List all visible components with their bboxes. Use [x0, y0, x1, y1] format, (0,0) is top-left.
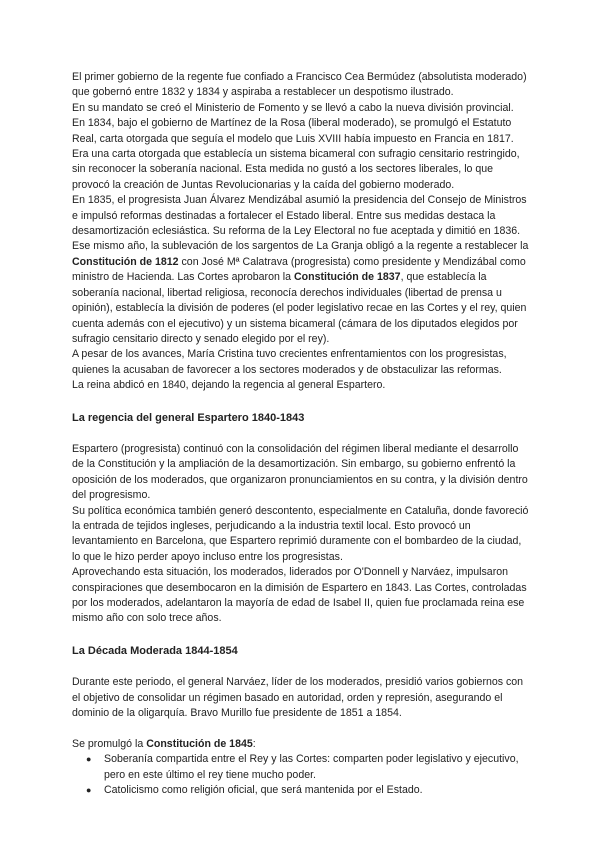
intro-paragraph-4 [72, 193, 532, 347]
intro-paragraph-5: A pesar de los avances, María Cristina tuvo crecientes enfrentamientos con los progresistas, quienes la acusaban de favorecer a los sectores moderados y de obstaculizar las reformas. [72, 348, 507, 376]
constitucion-1845: Constitución de 1845 [146, 737, 253, 750]
const-prefix: Se promulgó la [72, 737, 147, 750]
moderada-paragraph: Durante este periodo, el general Narváez, líder de los moderados, presidió varios gobiernos con el objetivo de consolidar un régimen basado en autoridad, orden y represión, asegurando el dominio de la oligarquía. Bravo Murillo fue presidente de 1851 a 1854. [72, 676, 524, 720]
espartero-paragraph-2: Su política económica también generó descontento, especialmente en Cataluña, donde favoreció la entrada de tejidos ingleses, perjudicando a la industria textil local. Esto provocó un levantamiento en Barcelona, que Espartero reprimió duramente con el bombardeo de la ciudad, lo que le hizo perder apoyo incluso entre los progresistas. [72, 504, 529, 563]
intro-paragraph-4-mid: con José Mª Calatrava (progresista) como presidente y Mendizábal como ministro de Hacienda. Las Cortes aprobaron la [72, 255, 526, 284]
constitucion-1845-list [72, 752, 532, 798]
moderada-section [72, 675, 532, 798]
intro-section [72, 70, 532, 394]
intro-paragraph-4-start: En 1835, el progresista Juan Álvarez Mendizábal asumió la presidencia del Consejo de Ministros e impulsó reformas destinadas a fortalecer el Estado liberal. Entre sus medidas destaca la desamortización eclesiástica. Su reforma de la Ley Electoral no fue aceptada y dimitió en 1836. Ese mismo año, la sublevación de los sargentos de La Granja obligó a la regente a restablecer la [72, 194, 529, 253]
espartero-paragraph-3: Aprovechando esta situación, los moderados, liderados por O'Donnell y Narváez, impulsaron conspiraciones que desembocaron en la dimisión de Espartero en 1843. Las Cortes, controladas por los moderados, adelantaron la mayoría de edad de Isabel II, quien fue proclamada reina ese mismo año con solo trece años. [72, 566, 527, 625]
constitucion-1845-line [72, 737, 532, 752]
moderada-heading: La Década Moderada 1844-1854 [72, 644, 238, 657]
intro-paragraph-3: En 1834, bajo el gobierno de Martínez de la Rosa (liberal moderado), se promulgó el Estatuto Real, carta otorgada que seguía el modelo que Luis XVIII había impuesto en Francia en 1817. Era una carta otorgada que establecía un sistema bicameral con sufragio censitario restringido, sin reconocer la soberanía nacional. Esta medida no gustó a los sectores liberales, lo que provocó la creación de Juntas Revolucionarias y la caída del gobierno moderado. [72, 117, 520, 191]
espartero-paragraph-1: Espartero (progresista) continuó con la consolidación del régimen liberal mediante el desarrollo de la Constitución y la ampliación de la desamortización. Sin embargo, su gobierno enfrentó la oposición de los moderados, que organizaron pronunciamientos en su contra, y la división dentro del progresismo. [72, 442, 528, 502]
constitucion-1812: Constitución de 1812 [72, 255, 179, 268]
list-item: ● Catolicismo como religión oficial, que será mantenida por el Estado. [104, 783, 532, 798]
document-page [72, 70, 532, 798]
intro-paragraph-6: La reina abdicó en 1840, dejando la regencia al general Espartero. [72, 379, 386, 392]
espartero-heading: La regencia del general Espartero 1840-1843 [72, 411, 305, 424]
intro-paragraph-4-end: , que establecía la soberanía nacional, libertad religiosa, reconocía derechos individuales (libertad de prensa u opinión), establecía la división de poderes (el poder legislativo recae en las Cortes y el rey, quien cuenta además con el ejecutivo) y un sistema bicameral (cámara de los diputados elegidos por sufragio censitario directo y senado elegido por el rey). [72, 271, 527, 345]
espartero-section [72, 442, 532, 627]
intro-paragraph-2: En su mandato se creó el Ministerio de Fomento y se llevó a cabo la nueva división provincial. [72, 101, 514, 114]
intro-paragraph-1: El primer gobierno de la regente fue confiado a Francisco Cea Bermúdez (absolutista moderado) que gobernó entre 1832 y 1834 y aspiraba a restablecer un despotismo ilustrado. [72, 71, 527, 99]
constitucion-1837: Constitución de 1837 [294, 271, 401, 284]
list-item: ● Soberanía compartida entre el Rey y las Cortes: comparten poder legislativo y ejecutivo, pero en este último el rey tiene mucho poder. [104, 752, 532, 783]
const-suffix: : [252, 737, 256, 750]
